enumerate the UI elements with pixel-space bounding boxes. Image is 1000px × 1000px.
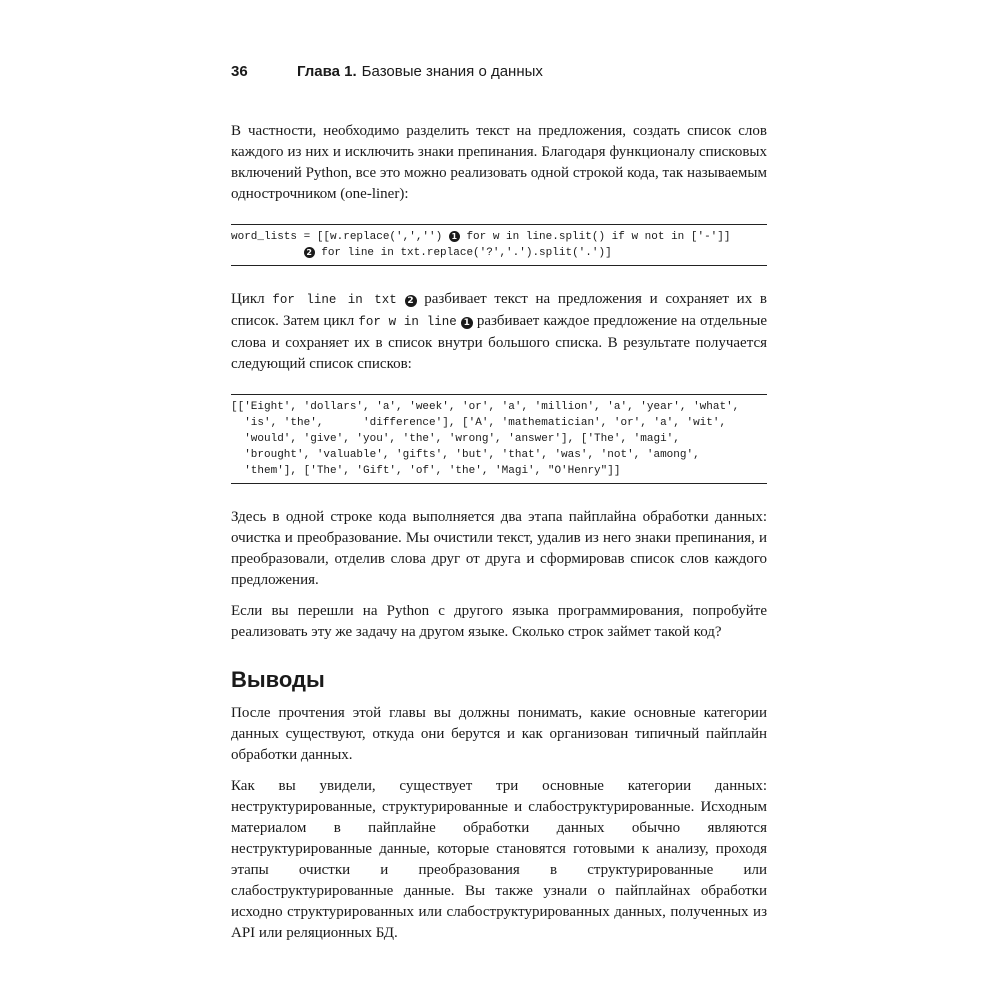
book-page [231, 62, 767, 954]
output-line: 'them'], ['The', 'Gift', 'of', 'the', 'Magi', "O'Henry"]] [231, 465, 621, 477]
callout-2-icon: 2 [405, 295, 417, 307]
pipeline-paragraph: Здесь в одной строке кода выполняется два этапа пайплайна обработки данных: очистка и преобразование. Мы очистили текст, удалив из него знаки препинания, и преобразовали, отделив слова друг от друга и сформировав список слов каждого предложения. [231, 509, 767, 588]
text-segment: разбивает каждое предложение на отдельные слова и сохраняет их в список внутри большого списка. В результате получается следующий список списков: [231, 313, 768, 372]
code-line-2 [231, 245, 767, 261]
explanation-paragraph [231, 289, 767, 375]
text-segment: Цикл [231, 291, 273, 307]
output-line: 'is', 'the', 'difference'], ['A', 'mathematician', 'or', 'a', 'wit', [231, 417, 727, 429]
code-indent [231, 247, 304, 259]
output-line: [['Eight', 'dollars', 'a', 'week', 'or', 'a', 'million', 'a', 'year', 'what', [231, 401, 740, 413]
inline-code: for line in txt [272, 293, 397, 307]
output-line: 'would', 'give', 'you', 'the', 'wrong', 'answer'], ['The', 'magi', [231, 433, 680, 445]
code-block-output [231, 394, 767, 484]
section-heading: Выводы [231, 667, 325, 692]
code-text: for line in txt.replace('?','.').split('.')] [314, 247, 612, 259]
text-segment: разбивает текст на предложения и сохраняет их в список. Затем цикл [231, 291, 767, 329]
chapter-label: Глава 1. [297, 63, 357, 80]
chapter-title: Базовые знания о данных [361, 63, 543, 80]
callout-1-icon: 1 [461, 317, 473, 329]
callout-2-icon: 2 [304, 247, 315, 258]
summary-paragraph-1: После прочтения этой главы вы должны понимать, какие основные категории данных существуют, откуда они берутся и как организован типичный пайплайн обработки данных. [231, 705, 767, 763]
summary-paragraph-2: Как вы увидели, существует три основные категории данных: неструктурированные, структурированные и слабоструктурированные. Исходным материалом в пайплайне обработки данных обычно являются неструктурированные данные, которые становятся готовыми к анализу, проходя этапы очистки и преобразования в структурированные или слабоструктурированные данные. Вы также узнали о пайплайнах обработки исходно структурированных или слабоструктурированных данных, полученных из API или реляционных БД. [231, 778, 767, 941]
inline-code: for w in line [358, 315, 457, 329]
page-number: 36 [231, 63, 248, 80]
code-line-1 [231, 229, 767, 245]
try-paragraph: Если вы перешли на Python с другого языка программирования, попробуйте реализовать эту же задачу на другом языке. Сколько строк займет такой код? [231, 603, 767, 640]
running-header [231, 62, 767, 82]
callout-1-icon: 1 [449, 231, 460, 242]
intro-paragraph: В частности, необходимо разделить текст на предложения, создать список слов каждого из них и исключить знаки препинания. Благодаря функционалу списковых включений Python, все это можно реализовать одной строкой кода, так называемым однострочником (one-liner): [231, 123, 767, 202]
code-text: for w in line.split() if w not in ['-']] [459, 231, 731, 243]
output-line: 'brought', 'valuable', 'gifts', 'but', 'that', 'was', 'not', 'among', [231, 449, 700, 461]
code-text: word_lists = [[w.replace(',','') [231, 231, 449, 243]
code-block-one-liner [231, 224, 767, 266]
